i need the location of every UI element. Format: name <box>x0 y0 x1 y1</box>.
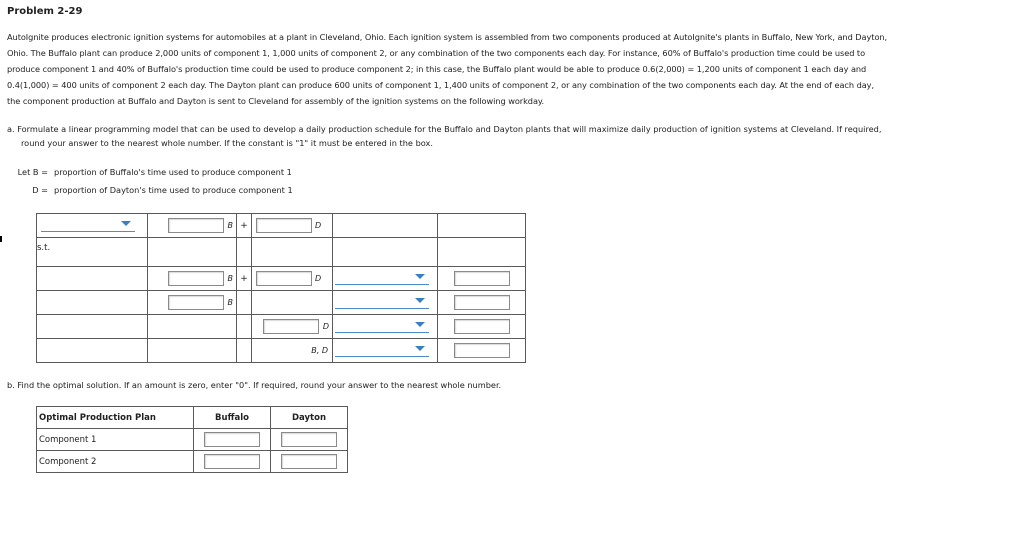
constraint1-b-coef-input[interactable] <box>168 271 224 286</box>
part-a-instructions <box>7 122 1017 150</box>
table-header-row <box>37 407 348 429</box>
table-row <box>37 429 348 451</box>
header-optimal-plan: Optimal Production Plan <box>37 407 194 429</box>
var-b-label: B <box>227 274 233 283</box>
constraint3-rhs-input[interactable] <box>454 319 510 334</box>
dayton-component2-input[interactable] <box>281 454 337 469</box>
plus-sign: + <box>240 220 248 231</box>
let-d-key: D = <box>32 185 48 195</box>
problem-description <box>7 29 1019 109</box>
constraint3-d-coef-input[interactable] <box>263 319 319 334</box>
var-d-label: D <box>315 274 322 283</box>
description-line: AutoIgnite produces electronic ignition systems for automobiles at a plant in Cleveland, Ohio. Each ignition system is assembled from two components produced at AutoIgnite's plants in Buffalo, New York, and Dayton, <box>7 32 888 42</box>
part-a-line1: a. Formulate a linear programming model that can be used to develop a daily production schedule for the Buffalo and Dayton plants that will maximize daily production of ignition systems at Cleveland. If required, <box>7 124 882 134</box>
var-b-label: B <box>227 298 233 307</box>
description-line: Ohio. The Buffalo plant can produce 2,000 units of component 1, 1,000 units of component 2, or any combination of the two components each day. For instance, 60% of Buffalo's production time could be used to <box>7 48 866 58</box>
nonnegativity-rhs-input[interactable] <box>454 343 510 358</box>
chevron-down-icon <box>415 274 425 279</box>
let-d-definition <box>0 185 293 195</box>
optimal-plan-table <box>36 406 348 473</box>
dayton-component1-input[interactable] <box>281 432 337 447</box>
description-line: the component production at Buffalo and Dayton is sent to Cleveland for assembly of the ignition systems on the following workday. <box>7 96 545 106</box>
header-dayton: Dayton <box>271 407 348 429</box>
nonnegativity-relation-dropdown[interactable] <box>335 342 429 357</box>
edge-marker <box>0 236 2 242</box>
buffalo-component2-input[interactable] <box>204 454 260 469</box>
part-b-instructions: b. Find the optimal solution. If an amount is zero, enter "0". If required, round your answer to the nearest whole number. <box>7 380 502 390</box>
constraint1-d-coef-input[interactable] <box>256 271 312 286</box>
constraint3-relation-dropdown[interactable] <box>335 318 429 333</box>
chevron-down-icon <box>121 221 131 226</box>
chevron-down-icon <box>415 322 425 327</box>
objective-d-coef-input[interactable] <box>256 218 312 233</box>
constraint-row <box>37 291 526 315</box>
header-buffalo: Buffalo <box>194 407 271 429</box>
let-b-key: Let B = <box>17 167 48 177</box>
plus-sign: + <box>240 273 248 284</box>
objective-type-dropdown[interactable] <box>41 217 135 232</box>
constraint-row <box>37 267 526 291</box>
chevron-down-icon <box>415 298 425 303</box>
table-row <box>37 451 348 473</box>
buffalo-component1-input[interactable] <box>204 432 260 447</box>
problem-title: Problem 2-29 <box>7 6 83 17</box>
var-d-label: D <box>315 221 322 230</box>
var-d-label: D <box>322 322 329 331</box>
row-label-component-1: Component 1 <box>37 429 194 451</box>
bd-variables-label: B, D <box>311 346 328 355</box>
constraint1-relation-dropdown[interactable] <box>335 270 429 285</box>
st-row <box>37 238 526 267</box>
let-d-value: proportion of Dayton's time used to produce component 1 <box>54 185 293 195</box>
lp-model-table <box>36 213 526 363</box>
constraint2-relation-dropdown[interactable] <box>335 294 429 309</box>
part-a-line2: round your answer to the nearest whole number. If the constant is "1" it must be entered in the box. <box>21 138 433 148</box>
description-line: 0.4(1,000) = 400 units of component 2 each day. The Dayton plant can produce 600 units of component 1, 1,400 units of component 2, or any combination of the two components each day. At the end of each day, <box>7 80 875 90</box>
constraint-row <box>37 315 526 339</box>
constraint2-rhs-input[interactable] <box>454 295 510 310</box>
let-b-definition <box>0 167 292 177</box>
nonnegativity-row <box>37 339 526 363</box>
var-b-label: B <box>227 221 233 230</box>
objective-b-coef-input[interactable] <box>168 218 224 233</box>
constraint1-rhs-input[interactable] <box>454 271 510 286</box>
st-label: s.t. <box>37 238 148 267</box>
constraint2-b-coef-input[interactable] <box>168 295 224 310</box>
chevron-down-icon <box>415 346 425 351</box>
description-line: produce component 1 and 40% of Buffalo's production time could be used to produce component 2; in this case, the Buffalo plant would be able to produce 0.6(2,000) = 1,200 units of component 1 each day and <box>7 64 867 74</box>
row-label-component-2: Component 2 <box>37 451 194 473</box>
objective-row <box>37 214 526 238</box>
let-b-value: proportion of Buffalo's time used to produce component 1 <box>54 167 292 177</box>
